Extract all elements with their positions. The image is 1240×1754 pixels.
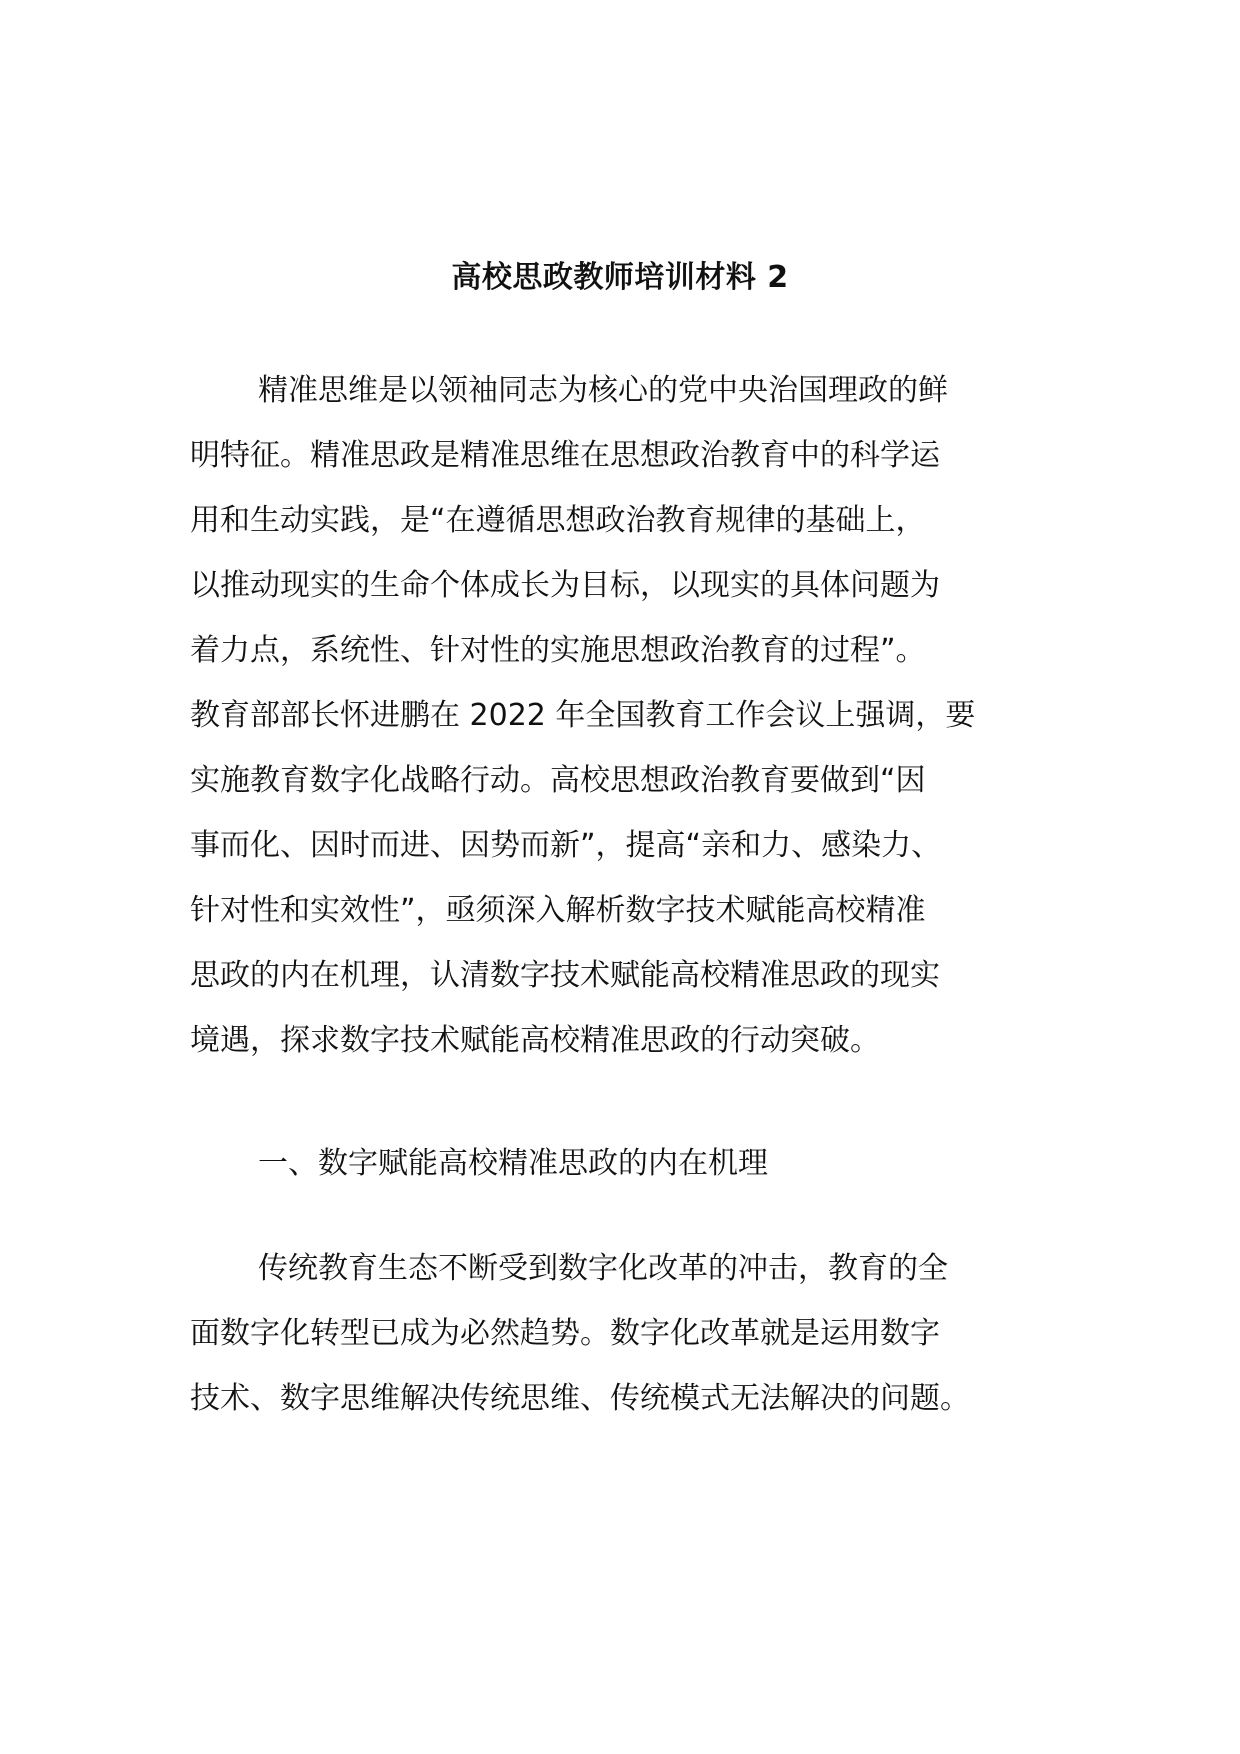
paragraph-line: 境遇，探求数字技术赋能高校精准思政的行动突破。: [190, 1023, 880, 1058]
paragraph-line: 针对性和实效性”，亟须深入解析数字技术赋能高校精准: [190, 893, 926, 928]
paragraph-line: 着力点，系统性、针对性的实施思想政治教育的过程”。: [190, 633, 926, 668]
section-heading-text: 一、数字赋能高校精准思政的内在机理: [258, 1146, 768, 1181]
paragraph-line: 用和生动实践，是“在遵循思想政治教育规律的基础上，: [190, 503, 926, 538]
paragraph-section-1: [190, 1236, 1070, 1431]
paragraph-line: 以推动现实的生命个体成长为目标，以现实的具体问题为: [190, 568, 940, 603]
section-heading: [190, 1131, 1070, 1196]
paragraph-line: 传统教育生态不断受到数字化改革的冲击，教育的全: [258, 1251, 948, 1286]
paragraph-line: 精准思维是以领袖同志为核心的党中央治国理政的鲜: [258, 373, 948, 408]
paragraph-intro: [190, 358, 1070, 1073]
paragraph-line: 教育部部长怀进鹏在 2022 年全国教育工作会议上强调，要: [190, 698, 976, 733]
paragraph-line: 思政的内在机理，认清数字技术赋能高校精准思政的现实: [190, 958, 940, 993]
paragraph-line: 面数字化转型已成为必然趋势。数字化改革就是运用数字: [190, 1316, 940, 1351]
document-title: 高校思政教师培训材料 2: [451, 260, 789, 295]
paragraph-line: 明特征。精准思政是精准思维在思想政治教育中的科学运: [190, 438, 940, 473]
paragraph-line: 事而化、因时而进、因势而新”，提高“亲和力、感染力、: [190, 828, 942, 863]
paragraph-line: 技术、数字思维解决传统思维、传统模式无法解决的问题。: [190, 1381, 970, 1416]
paragraph-line: 实施教育数字化战略行动。高校思想政治教育要做到“因: [190, 763, 926, 798]
